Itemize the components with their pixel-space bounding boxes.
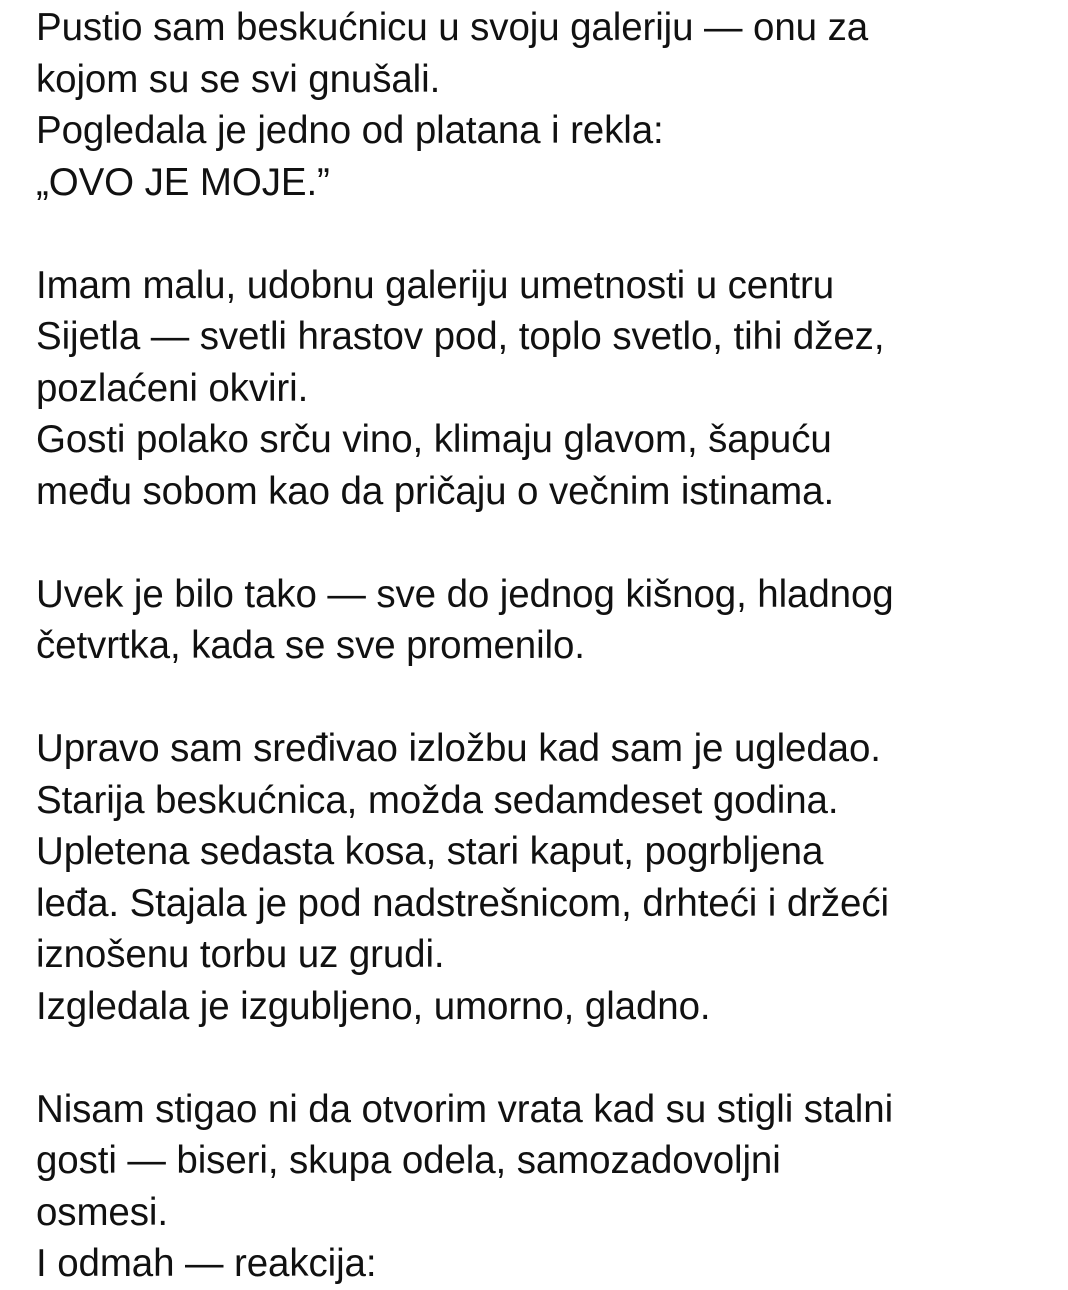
text-line: I odmah — reakcija: [36,1242,377,1285]
paragraph-4 [36,723,1046,1032]
text-line: među sobom kao da pričaju o večnim istinama. [36,469,835,513]
text-line: osmesi. [36,1190,168,1234]
text-line: Starija beskućnica, možda sedamdeset godina. [36,778,839,822]
text-line: Uvek je bilo tako — sve do jednog kišnog, hladnog [36,572,894,616]
text-line: Upletena sedasta kosa, stari kaput, pogrbljena [36,830,824,873]
text-line: pozlaćeni okviri. [36,366,309,410]
text-line: leđa. Stajala je pod nadstrešnicom, drhteći i držeći [36,881,889,925]
text-line: iznošenu torbu uz grudi. [36,933,445,976]
paragraph-2 [36,260,1046,518]
text-line: Nisam stigao ni da otvorim vrata kad su stigli stalni [36,1087,894,1131]
text-line: Pogledala je jedno od platana i rekla: [36,109,664,152]
paragraph-5 [36,1084,1046,1290]
paragraph-3 [36,569,1046,672]
text-line: četvrtka, kada se sve promenilo. [36,624,585,667]
text-line: „OVO JE MOJE.” [36,160,330,204]
text-line: Gosti polako srču vino, klimaju glavom, šapuću [36,418,832,461]
text-line: Imam malu, udobnu galeriju umetnosti u centru [36,263,835,307]
text-line: Sijetla — svetli hrastov pod, toplo svetlo, tihi džez, [36,315,885,358]
text-line: gosti — biseri, skupa odela, samozadovoljni [36,1139,781,1182]
paragraph-1 [36,2,1046,208]
story-text [36,2,1046,1290]
text-line: Pustio sam beskućnicu u svoju galeriju — onu za [36,6,869,49]
text-line: kojom su se svi gnušali. [36,57,441,101]
text-line: Upravo sam sređivao izložbu kad sam je ugledao. [36,727,881,770]
text-line: Izgledala je izgubljeno, umorno, gladno. [36,984,711,1028]
